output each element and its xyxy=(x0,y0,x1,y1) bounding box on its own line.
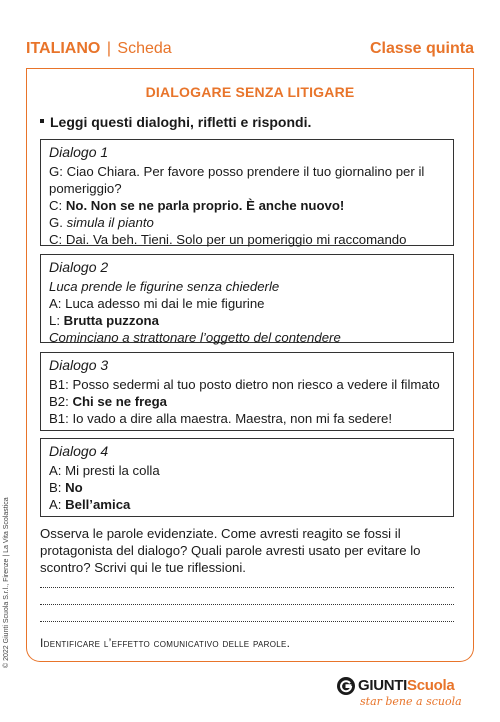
header-separator: | xyxy=(106,40,111,57)
dialogue-line: A: Mi presti la colla xyxy=(49,463,160,478)
page-header xyxy=(26,40,474,64)
highlighted-words: Chi se ne frega xyxy=(72,394,168,409)
dialogue-title: Dialogo 3 xyxy=(49,357,109,373)
sheet-label: Scheda xyxy=(117,40,172,57)
instruction xyxy=(40,114,311,130)
instruction-text: Leggi questi dialoghi, rifletti e rispondi. xyxy=(50,114,312,130)
logo-tagline: star bene a scuola xyxy=(360,695,462,708)
dialogue-line: G: Ciao Chiara. Per favore posso prendere il tuo giornalino per il pomeriggio? xyxy=(49,164,425,196)
grade-label: Classe quinta xyxy=(369,40,474,57)
speaker: G. xyxy=(49,215,67,230)
dialogue-box-3 xyxy=(40,352,454,431)
stage-direction: Cominciano a strattonare l’oggetto del contendere xyxy=(49,330,341,345)
speaker: B: xyxy=(49,480,66,495)
highlighted-words: Bell’amica xyxy=(65,497,131,512)
dialogue-line: C: Dai. Va beh. Tieni. Solo per un pomeriggio mi raccomando xyxy=(49,232,407,247)
logo-brand-accent: Scuola xyxy=(407,677,455,694)
logo-brand-bold: GIUNTI xyxy=(358,677,408,694)
dialogue-title: Dialogo 1 xyxy=(49,144,109,160)
dialogue-title: Dialogo 2 xyxy=(49,259,109,275)
page-title: DIALOGARE SENZA LITIGARE xyxy=(145,84,355,100)
learning-objective: Identificare l’effetto comunicativo delle parole. xyxy=(40,636,291,650)
highlighted-words: No. Non se ne parla proprio. È anche nuovo! xyxy=(65,198,345,213)
logo-brand xyxy=(358,677,454,694)
bullet-icon xyxy=(40,119,44,123)
speaker: C: xyxy=(49,198,66,213)
highlighted-words: No xyxy=(65,480,83,495)
dialogue-line xyxy=(49,214,445,231)
answer-line-1[interactable] xyxy=(40,587,454,588)
dialogue-box-2 xyxy=(40,254,454,343)
dialogue-box-1 xyxy=(40,139,454,246)
highlighted-words: Brutta puzzona xyxy=(63,313,159,328)
speaker: B2: xyxy=(49,394,73,409)
dialogue-line xyxy=(49,479,445,496)
copyright-notice: © 2022 Giunti Scuola S.r.l., Firenze | La Vita Scolastica xyxy=(3,497,10,668)
speaker: L: xyxy=(49,313,64,328)
speaker: A: xyxy=(49,497,66,512)
dialogue-line xyxy=(49,197,445,214)
reflection-question: Osserva le parole evidenziate. Come avresti reagito se fossi il protagonista del dialogo? Quali parole avresti usato per evitare lo scontro? Scrivi qui le tue riflessioni. xyxy=(40,526,421,575)
dialogue-line: A: Luca adesso mi dai le mie figurine xyxy=(49,296,265,311)
dialogue-line xyxy=(49,393,445,410)
dialogue-title: Dialogo 4 xyxy=(49,443,109,459)
stage-direction: Luca prende le figurine senza chiederle xyxy=(49,279,280,294)
stage-direction: simula il pianto xyxy=(66,215,154,230)
dialogue-line xyxy=(49,496,445,513)
dialogue-box-4 xyxy=(40,438,454,517)
answer-line-3[interactable] xyxy=(40,621,454,622)
subject-label xyxy=(26,40,172,58)
giunti-g-icon xyxy=(336,676,356,696)
subject-name: ITALIANO xyxy=(26,40,101,57)
publisher-logo xyxy=(336,676,466,712)
answer-line-2[interactable] xyxy=(40,604,454,605)
dialogue-line: B1: Posso sedermi al tuo posto dietro non riesco a vedere il filmato xyxy=(49,377,440,392)
dialogue-line xyxy=(49,312,445,329)
dialogue-line: B1: Io vado a dire alla maestra. Maestra, non mi fa sedere! xyxy=(49,411,393,426)
